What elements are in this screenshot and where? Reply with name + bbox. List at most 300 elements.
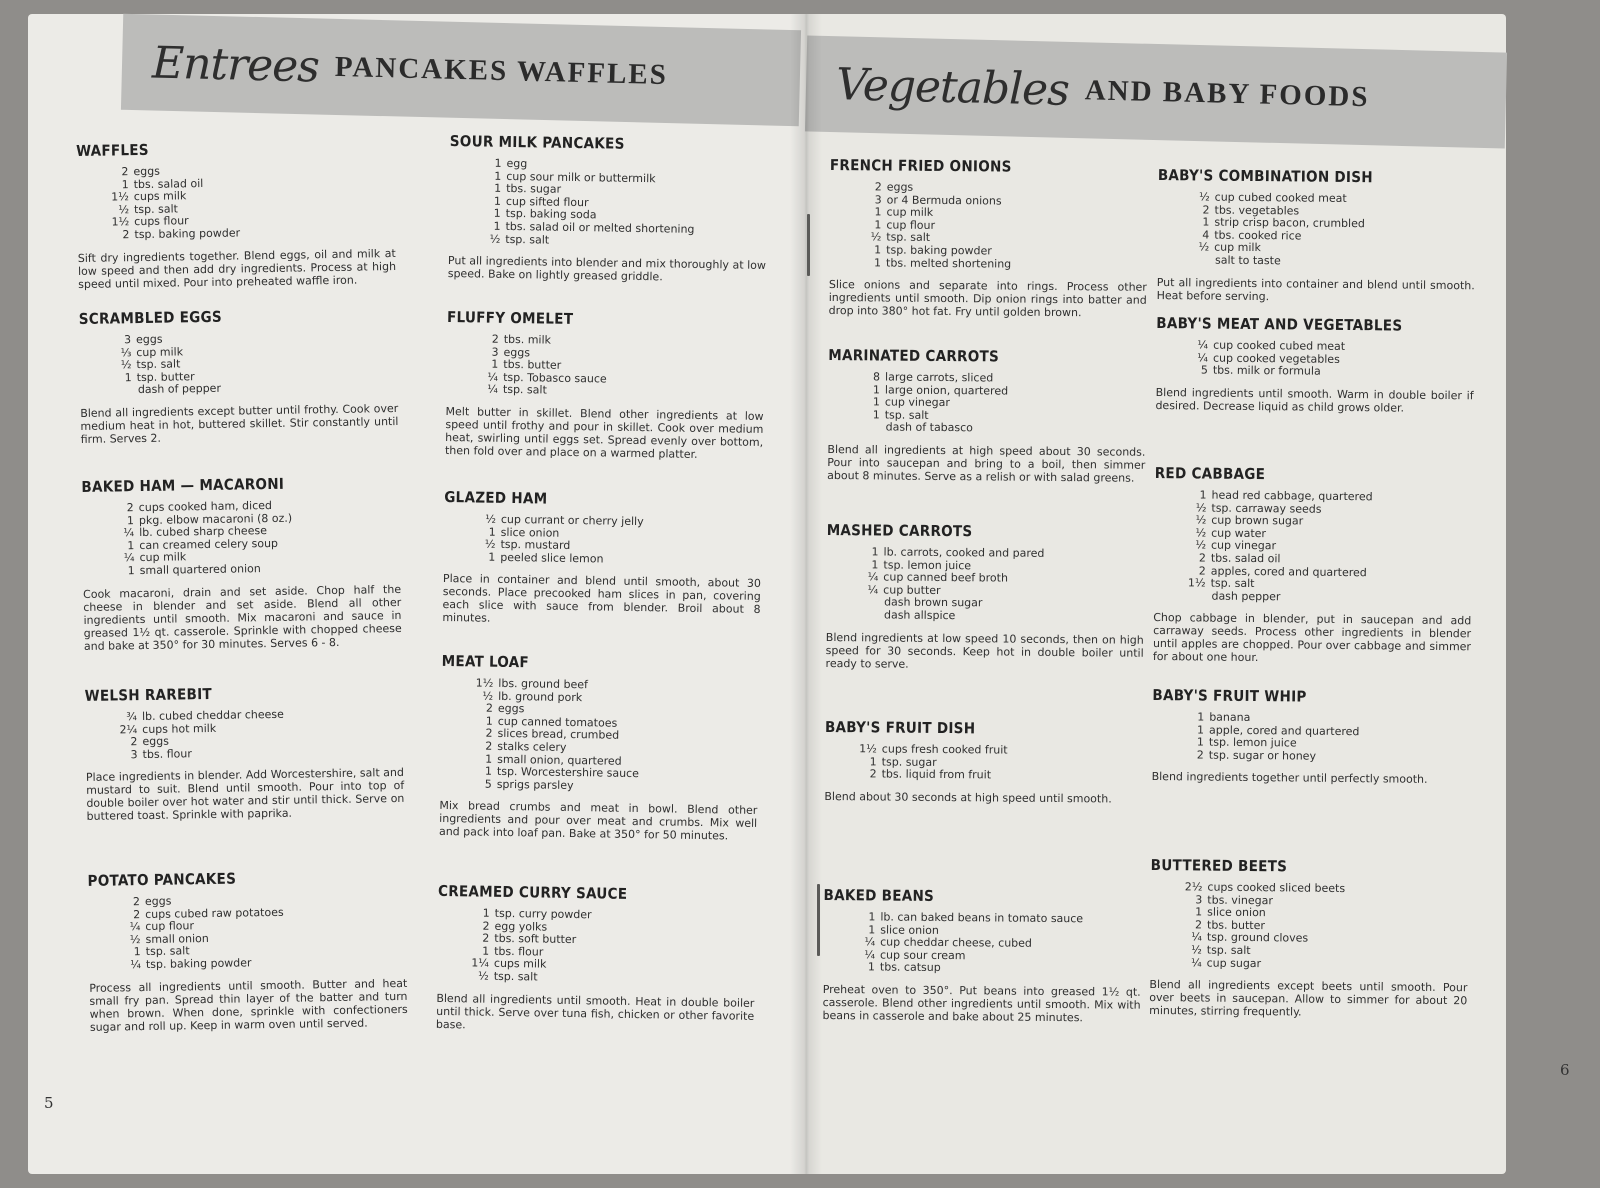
ingredient-item [1170, 749, 1470, 765]
ingredient-item [98, 380, 398, 397]
ingredient-text: dash allspice [883, 608, 956, 623]
ingredient-text: tsp. salt [1210, 576, 1255, 591]
ingredient-text: peeled slice lemon [500, 550, 604, 566]
ingredient-list [843, 743, 1143, 783]
ingredient-amount: ¼ [864, 948, 876, 962]
ingredient-amount: 1 [484, 764, 493, 778]
ingredient-text: cup milk [136, 344, 184, 359]
ingredient-text: strip crisp bacon, crumbled [1214, 215, 1365, 231]
ingredient-text: sprigs parsley [496, 777, 574, 792]
ingredient-text: tsp. Worcestershire sauce [496, 764, 640, 781]
ingredient-amount: 1 [872, 395, 880, 409]
ingredient-amount: 1½ [1187, 576, 1206, 590]
ingredient-item [1171, 590, 1471, 606]
recipe-title: BABY'S MEAT AND VEGETABLES [1156, 313, 1403, 335]
ingredient-amount: 1½ [111, 190, 129, 204]
recipe-directions: Blend all ingredients at high speed about 30 seconds. Pour into saucepan and bring to a boil, then simmer about 8 minutes. Serve as a relish or with salad greens. [827, 442, 1146, 485]
ingredient-list [97, 330, 398, 398]
ingredient-text: cups cooked ham, diced [138, 498, 273, 515]
ingredient-amount: 2 [874, 180, 882, 194]
ingredient-text: tsp. salt [1206, 943, 1251, 957]
ingredient-amount: ¼ [1197, 351, 1209, 365]
ingredient-text: tbs. flour [494, 944, 544, 959]
recipe-card [824, 718, 1143, 806]
recipe-title: WAFFLES [76, 140, 150, 160]
ingredient-amount: 1 [482, 906, 490, 920]
ingredient-amount: 2 [869, 767, 877, 781]
ingredient-list [466, 157, 767, 250]
left-page [28, 14, 806, 1174]
recipe-directions: Blend all ingredients except butter until frothy. Cook over medium heat in hot, buttered skillet. Stir constantly until firm. Serves 2. [80, 401, 399, 446]
ingredient-text: large carrots, sliced [885, 370, 994, 385]
recipe-title: MASHED CARROTS [826, 520, 973, 541]
ingredient-amount: 2 [132, 895, 141, 909]
ingredient-amount: 1 [1196, 735, 1205, 749]
right-page-header-banner [805, 35, 1507, 148]
ingredient-item [104, 745, 404, 762]
ingredient-text: tbs. butter [1206, 918, 1266, 932]
ingredient-text: tsp. curry powder [494, 906, 592, 922]
ingredient-item [95, 225, 395, 242]
ingredient-amount: 2 [126, 501, 134, 515]
ingredient-amount: 1 [491, 357, 499, 371]
ingredient-list [844, 546, 1145, 624]
left-header-caps-title: PANCAKES WAFFLES [334, 50, 669, 91]
ingredient-text: tbs. flour [142, 747, 192, 761]
recipe-card [1149, 856, 1469, 1020]
recipe-title: BABY'S FRUIT DISH [824, 717, 976, 738]
ingredient-text: cup sifted flour [505, 194, 589, 209]
ingredient-text: tsp. salt [136, 357, 181, 372]
ingredient-amount: ½ [1195, 513, 1207, 527]
recipe-title: WELSH RAREBIT [84, 684, 213, 705]
ingredient-item [101, 561, 401, 578]
right-page-column-1 [822, 156, 1148, 1025]
ingredient-list [458, 677, 760, 795]
ingredient-amount: 1½ [111, 215, 130, 229]
recipe-card [1152, 686, 1471, 787]
ingredient-amount: ¼ [867, 583, 879, 597]
ingredient-text: eggs [144, 894, 172, 909]
recipe-card [79, 305, 399, 446]
ingredient-text: tsp. sugar or honey [1208, 748, 1317, 763]
ingredient-text: slice onion [1207, 905, 1266, 920]
recipe-directions: Chop cabbage in blender, put in saucepan and add carraway seeds. Process other ingredients in blender until apples are chopped. Pour over cabbage and simmer for about one hour. [1152, 611, 1472, 665]
recipe-directions: Mix bread crumbs and meat in bowl. Blend other ingredients and pour over meat and crumbs. Mix well and pack into loaf pan. Bake at 350° for 50 minutes. [438, 799, 758, 843]
ingredient-item [843, 768, 1143, 783]
ingredient-amount: 2 [485, 739, 493, 753]
ingredient-amount: 1 [1195, 905, 1203, 919]
ingredient-text: tsp. salt [493, 969, 538, 984]
ingredient-text: dash brown sugar [884, 595, 983, 610]
ingredient-amount: 5 [1200, 363, 1208, 377]
ingredient-amount: 2 [121, 165, 129, 179]
ingredient-text: eggs [497, 702, 525, 716]
ingredient-list [106, 892, 407, 972]
ingredient-text: apple, cored and quartered [1209, 723, 1360, 738]
ingredient-text: banana [1209, 710, 1251, 724]
recipe-card [826, 521, 1145, 672]
ingredient-item [1174, 364, 1474, 380]
ingredient-amount: 2 [485, 701, 494, 715]
ingredient-amount: 1 [126, 513, 135, 527]
ingredient-amount: 2 [482, 919, 490, 933]
ingredient-text: tbs. vinegar [1207, 893, 1273, 907]
ingredient-amount: 1 [493, 219, 501, 233]
ingredient-list [1174, 339, 1474, 380]
ingredient-amount: ½ [120, 358, 132, 372]
recipe-card [439, 652, 760, 843]
recipe-directions: Cook macaroni, drain and set aside. Chop half the cheese in blender and set aside. Blend all other ingredients until smooth. Mix macaroni and sauce in greased 1½ qt. casserole. Sprinkle with chopped cheese and bake at 350° for 30 minutes. Serves 6 - 8. [82, 582, 402, 653]
ingredient-amount: ½ [1195, 501, 1207, 515]
recipe-directions: Blend ingredients together until perfectly smooth. [1151, 770, 1428, 787]
recipe-card [448, 132, 768, 285]
ingredient-text: cup sour milk or buttermilk [506, 169, 656, 185]
ingredient-text: tsp. salt [884, 408, 929, 422]
ingredient-amount: 1 [874, 205, 882, 219]
ingredient-amount: ½ [870, 230, 882, 244]
ingredient-text: tbs. salad oil [1210, 551, 1281, 566]
ingredient-text: cup sour cream [879, 948, 966, 962]
ingredient-amount: ¼ [123, 551, 135, 565]
ingredient-amount: ¼ [130, 958, 142, 972]
ingredient-text: tsp. salt [133, 202, 179, 216]
ingredient-text: tbs. vegetables [1214, 203, 1300, 218]
ingredient-text: cup water [1211, 526, 1267, 540]
ingredient-text: cup vinegar [1210, 538, 1277, 553]
ingredient-text: eggs [133, 164, 161, 179]
ingredient-list [100, 498, 401, 578]
ingredient-text: tsp. lemon juice [1208, 735, 1297, 750]
ingredient-amount: ½ [482, 689, 494, 703]
recipe-title: MARINATED CARROTS [828, 345, 1000, 366]
ingredient-text: tsp. lemon juice [883, 558, 972, 572]
ingredient-text: cup cubed cooked meat [1214, 190, 1347, 205]
ingredient-text: tsp. salt [145, 944, 190, 959]
ingredient-amount: 2 [491, 332, 499, 346]
ingredient-text: cups milk [133, 189, 187, 204]
ingredient-amount: 3 [124, 333, 132, 347]
ingredient-text: lb. carrots, cooked and pared [883, 545, 1045, 560]
ingredient-text: tbs. milk or formula [1212, 363, 1321, 378]
ingredient-amount: 4 [1202, 228, 1210, 242]
recipe-title: BAKED HAM — MACARONI [81, 474, 285, 496]
ingredient-list [847, 181, 1148, 272]
ingredient-text: lb. ground pork [498, 689, 583, 704]
ingredient-amount: ½ [477, 969, 489, 983]
ingredient-amount: ½ [1191, 943, 1202, 957]
recipe-directions: Process all ingredients until smooth. Butter and heat small fry pan. Spread thin layer of the batter and turn when brown. When done, sprinkle with confectioners sugar and roll up. Keep in warm oven until served. [89, 976, 408, 1034]
recipe-directions: Melt butter in skillet. Blend other ingredients at low speed until frothy and pour in skillet. Cook over medium heat, swirling until eggs set. Spread evenly over bottom, then fold over and place on a warmed platter. [444, 404, 764, 461]
ingredient-text: cup vinegar [884, 395, 950, 410]
recipe-title: RED CABBAGE [1154, 463, 1266, 484]
ingredient-item [1168, 957, 1468, 973]
ingredient-amount: 1½ [859, 742, 877, 756]
ingredient-amount: 1 [493, 207, 501, 221]
ingredient-amount: ½ [485, 512, 497, 526]
ingredient-amount: 1¼ [471, 956, 490, 971]
ingredient-amount: 1 [127, 564, 135, 578]
recipe-card [445, 308, 765, 462]
ingredient-text: cups fresh cooked fruit [881, 742, 1008, 757]
ingredient-text: tsp. mustard [500, 538, 571, 553]
ingredient-text: lb. cubed cheddar cheese [141, 707, 284, 724]
ingredient-amount: 1 [868, 922, 876, 937]
ingredient-list [464, 333, 765, 401]
recipe-title: MEAT LOAF [441, 651, 530, 672]
recipe-card [85, 682, 405, 823]
ingredient-amount: 2 [133, 907, 141, 921]
recipe-directions: Blend all ingredients until smooth. Heat in double boiler until thick. Serve over tuna fish, chicken or other favorite base. [435, 991, 755, 1031]
ingredient-amount: ⅓ [120, 345, 132, 359]
ingredient-amount: 1 [494, 181, 502, 195]
ingredient-text: tsp. salt [505, 232, 550, 247]
ingredient-amount: 2 [485, 727, 493, 741]
ingredient-amount: ½ [1198, 240, 1210, 254]
ingredient-text: or 4 Bermuda onions [886, 193, 1002, 208]
ingredient-text: tsp. baking soda [505, 207, 597, 222]
ingredient-amount: 2 [1194, 918, 1203, 932]
ingredient-amount: 1 [872, 408, 880, 422]
ingredient-amount: 1 [867, 960, 875, 974]
ingredient-list [1171, 489, 1472, 605]
ingredient-text: tbs. salad oil or melted shortening [505, 219, 695, 236]
ingredient-amount: 1 [485, 714, 493, 728]
ingredient-text: eggs [136, 332, 163, 347]
ingredient-text: tsp. carraway seeds [1211, 501, 1322, 516]
ingredient-text: egg [506, 156, 528, 171]
ingredient-list [94, 162, 395, 242]
ingredient-text: pkg. elbow macaroni (8 oz.) [138, 511, 293, 527]
ingredient-amount: ¼ [123, 526, 135, 540]
ingredient-amount: 1 [121, 177, 129, 191]
recipe-title: BABY'S COMBINATION DISH [1157, 166, 1374, 187]
ingredient-amount: 1 [482, 944, 490, 958]
ingredient-amount: 1 [494, 156, 502, 170]
recipe-title: SOUR MILK PANCAKES [449, 132, 625, 153]
ingredient-text: tbs. liquid from fruit [881, 767, 992, 782]
right-page-number: 6 [1560, 1061, 1570, 1079]
ingredient-text: stalks celery [497, 739, 567, 754]
upper-staple [807, 214, 810, 276]
recipe-card [1153, 464, 1473, 667]
ingredient-amount: 1 [874, 243, 882, 257]
ingredient-amount: 1 [494, 169, 502, 183]
recipe-directions: Slice onions and separate into rings. Process other ingredients until smooth. Dip onion rings into batter and drop into 380° hot fat. Fry until golden brown. [828, 278, 1147, 320]
left-page-column-1 [76, 137, 408, 1034]
ingredient-amount: 2 [1198, 564, 1206, 578]
recipe-directions: Place ingredients in blender. Add Worcestershire, salt and mustard to suit. Blend until smooth. Pour into top of double boiler over hot water and stir until thick. Serve on buttered toast. Sprinkle with paprika. [85, 766, 405, 824]
ingredient-text: eggs [503, 345, 531, 359]
right-header-script-title: Vegetables [835, 58, 1070, 116]
ingredient-amount: ½ [129, 932, 141, 947]
ingredient-text: slice onion [500, 525, 560, 540]
recipe-card [81, 473, 402, 653]
ingredient-item [841, 962, 1141, 977]
left-page-number: 5 [44, 1094, 54, 1112]
ingredient-text: eggs [142, 734, 169, 749]
ingredient-amount: 1 [493, 194, 502, 208]
ingredient-item [107, 955, 407, 972]
ingredient-amount: 1 [872, 382, 881, 397]
ingredient-amount: 1 [488, 525, 496, 539]
recipe-card [442, 488, 762, 629]
ingredient-text: tbs. butter [503, 358, 562, 372]
ingredient-text: cup canned beef broth [883, 570, 1009, 585]
ingredient-text: head red cabbage, quartered [1211, 488, 1373, 504]
ingredient-amount: 3 [874, 192, 882, 207]
ingredient-item [1175, 254, 1475, 270]
ingredient-amount: ¼ [1191, 930, 1202, 944]
recipe-title: GLAZED HAM [444, 487, 548, 508]
ingredient-text: tbs. melted shortening [886, 256, 1012, 271]
ingredient-text: cup milk [1214, 240, 1261, 255]
ingredient-text: cup currant or cherry jelly [500, 512, 644, 529]
ingredient-amount: ¼ [129, 920, 141, 934]
ingredient-amount: 1 [488, 550, 496, 564]
recipe-card [822, 886, 1141, 1025]
recipe-directions: Place in container and blend until smooth, about 30 seconds. Place precooked ham slices in pan, covering each slice with sauce from blender. Broil about 8 minutes. [442, 572, 762, 626]
recipe-title: FLUFFY OMELET [446, 307, 574, 328]
ingredient-amount: 2 [122, 228, 130, 242]
ingredient-text: cup sugar [1206, 956, 1262, 970]
ingredient-amount: ½ [489, 232, 501, 246]
right-page [806, 14, 1570, 1174]
ingredient-amount: 3 [491, 345, 499, 359]
ingredient-amount: 1 [133, 945, 141, 959]
recipe-title: BABY'S FRUIT WHIP [1152, 685, 1307, 706]
recipe-card [436, 882, 756, 1036]
ingredient-amount: ½ [484, 537, 496, 551]
ingredient-amount: 2¼ [119, 722, 138, 736]
recipe-title: FRENCH FRIED ONIONS [829, 156, 1012, 176]
ingredient-text: cup cheddar cheese, cubed [880, 935, 1033, 950]
ingredient-amount: 1 [871, 557, 879, 572]
ingredient-text: large onion, quartered [884, 383, 1009, 398]
ingredient-amount: 1 [1202, 215, 1210, 229]
lower-staple [817, 884, 820, 956]
ingredient-text: slice onion [880, 923, 939, 937]
recipe-card [827, 346, 1146, 485]
ingredient-text: tbs. sugar [506, 182, 562, 196]
ingredient-list [461, 513, 762, 568]
recipe-card [1155, 314, 1474, 415]
ingredient-text: dash of pepper [137, 382, 222, 397]
ingredient-text: tsp. baking powder [145, 956, 252, 971]
ingredient-text: small onion, quartered [497, 752, 622, 768]
ingredient-amount: 5 [484, 777, 492, 791]
ingredient-text: cup brown sugar [1211, 513, 1304, 528]
recipe-card [76, 137, 396, 291]
ingredient-text: cups milk [493, 957, 547, 971]
recipe-card [87, 867, 407, 1034]
recipe-title: POTATO PANCAKES [87, 869, 237, 890]
left-header-script-title: Entrees [151, 36, 320, 93]
ingredient-amount: ¼ [487, 370, 499, 384]
ingredient-amount: 2½ [1184, 880, 1203, 894]
recipe-directions: Blend all ingredients except beets until smooth. Pour over beets in saucepan. Allow to simmer for about 20 minutes, stirring frequently. [1149, 978, 1468, 1019]
ingredient-text: salt to taste [1214, 253, 1281, 268]
ingredient-text: tbs. cooked rice [1214, 228, 1302, 243]
ingredient-text: apples, cored and quartered [1210, 564, 1367, 579]
ingredient-amount: 2 [130, 735, 138, 749]
ingredient-text: lbs. ground beef [498, 676, 589, 692]
ingredient-text: tsp. sugar [881, 755, 937, 769]
ingredient-amount: 2 [482, 931, 490, 945]
recipe-title: SCRAMBLED EGGS [78, 307, 223, 328]
ingredient-list [455, 907, 756, 987]
ingredient-list [841, 911, 1142, 977]
ingredient-text: small onion [145, 931, 209, 946]
ingredient-item [847, 257, 1147, 272]
recipe-directions: Blend ingredients until smooth. Warm in double boiler if desired. Decrease liquid as child grows older. [1155, 385, 1474, 415]
ingredient-text: small quartered onion [139, 562, 261, 578]
ingredient-amount: ½ [1195, 526, 1207, 540]
ingredient-text: tsp. ground cloves [1206, 930, 1309, 945]
ingredient-text: cup canned tomatoes [497, 714, 618, 730]
ingredient-text: tbs. soft butter [494, 931, 577, 947]
right-header-caps-title: AND BABY FOODS [1084, 73, 1370, 113]
ingredient-text: cup flour [886, 218, 936, 232]
ingredient-text: cup milk [139, 550, 187, 565]
recipe-directions: Blend ingredients at low speed 10 seconds, then on high speed for 30 seconds. Keep hot in double boiler until ready to serve. [825, 630, 1144, 671]
ingredient-amount: 1 [1199, 488, 1207, 502]
ingredient-text: dash pepper [1211, 589, 1281, 604]
ingredient-text: tsp. baking powder [134, 226, 241, 242]
ingredient-amount: 1 [485, 752, 493, 766]
ingredient-text: egg yolks [494, 919, 548, 934]
ingredient-text: tsp. butter [136, 369, 195, 384]
ingredient-text: tbs. catsup [879, 960, 941, 975]
ingredient-text: cups cooked sliced beets [1207, 880, 1346, 895]
ingredient-text: tsp. salt [502, 383, 547, 397]
ingredient-list [1168, 881, 1469, 972]
ingredient-text: lb. cubed sharp cheese [139, 524, 268, 540]
ingredient-list [103, 707, 404, 762]
ingredient-amount: 1 [874, 255, 882, 270]
ingredient-text: cup flour [145, 919, 195, 934]
ingredient-amount: 1 [869, 754, 877, 769]
ingredient-text: cup butter [883, 583, 941, 597]
ingredient-amount: 1 [868, 910, 876, 924]
ingredient-amount: ½ [1195, 538, 1207, 552]
ingredient-amount: 1 [124, 370, 132, 385]
recipe-card [829, 156, 1148, 320]
ingredient-text: tsp. salt [886, 230, 931, 245]
ingredient-text: can creamed celery soup [139, 536, 279, 552]
ingredient-amount: ¼ [1190, 955, 1202, 970]
ingredient-text: tsp. Tobasco sauce [503, 370, 607, 386]
recipe-card [1157, 166, 1476, 305]
recipe-directions: Preheat oven to 350°. Put beans into greased 1½ qt. casserole. Blend other ingredients until smooth. Mix with beans in casserole and bake about 25 minutes. [822, 982, 1141, 1025]
ingredient-amount: ¾ [126, 710, 138, 724]
ingredient-text: cups cubed raw potatoes [145, 905, 284, 921]
ingredient-amount: ¼ [1197, 338, 1209, 352]
ingredient-amount: 1 [1197, 723, 1205, 737]
ingredient-text: tbs. salad oil [133, 176, 204, 191]
ingredient-amount: 8 [873, 370, 881, 384]
ingredient-amount: 1 [871, 545, 879, 559]
ingredient-text: tbs. milk [503, 332, 552, 347]
ingredient-text: dash of tabasco [885, 420, 973, 435]
ingredient-text: cups hot milk [142, 721, 217, 736]
ingredient-text: cup cooked vegetables [1212, 351, 1340, 366]
ingredient-text: cup cooked cubed meat [1213, 338, 1346, 353]
ingredient-amount: 1 [874, 218, 882, 232]
left-page-header-banner [121, 14, 801, 127]
ingredient-text: cups flour [134, 214, 189, 229]
ingredient-item [844, 609, 1144, 624]
